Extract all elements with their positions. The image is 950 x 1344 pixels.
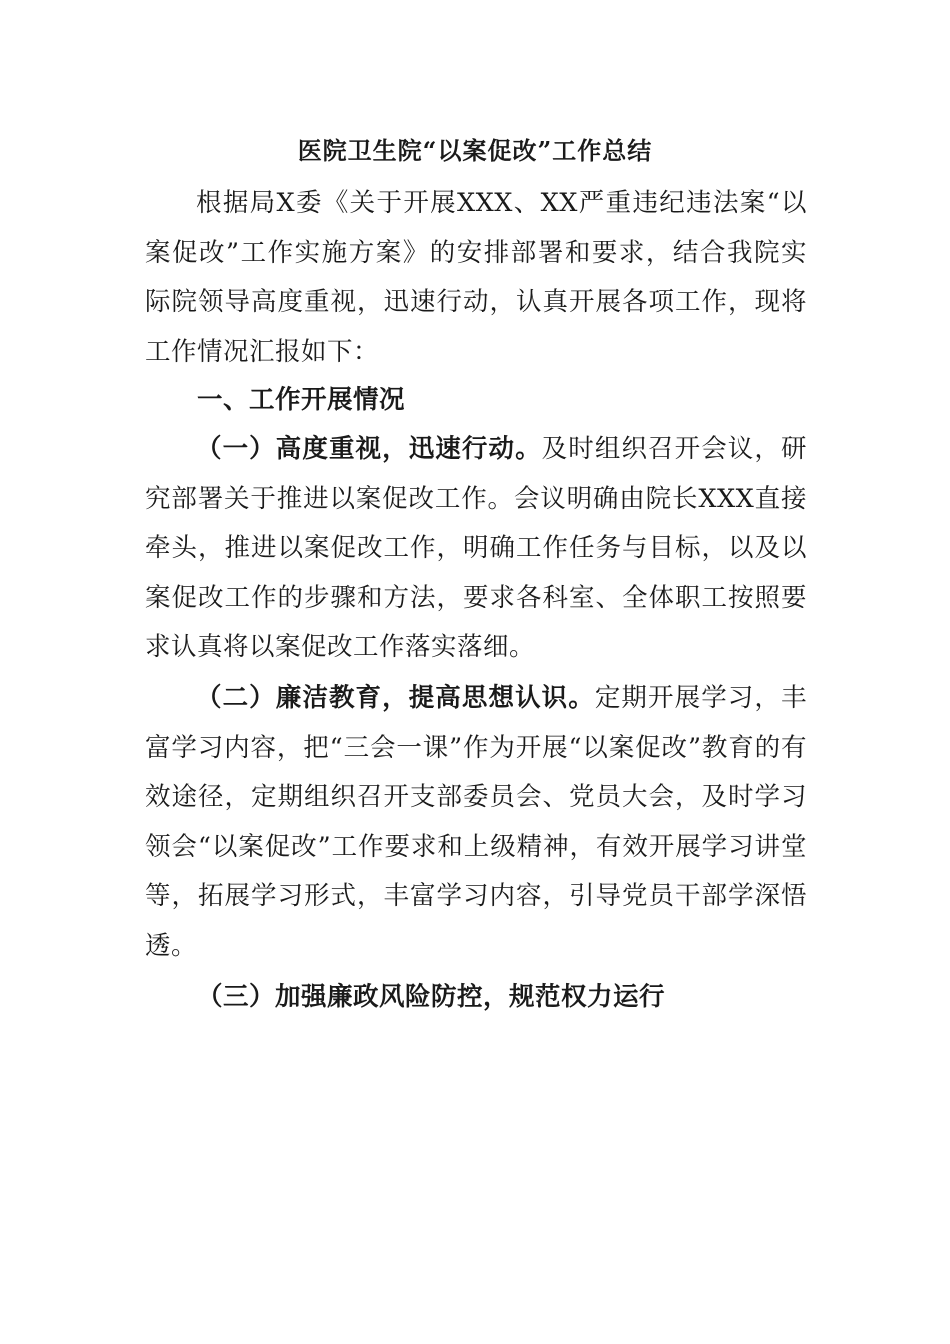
item-1-paragraph [145, 425, 807, 673]
section-heading-work-status: 一、工作开展情况 [197, 385, 406, 415]
item-2-paragraph [145, 674, 807, 972]
item-3-heading: （三）加强廉政风险防控，规范权力运行 [197, 982, 666, 1012]
item-1-lead: （一）高度重视，迅速行动。 [196, 434, 542, 464]
document-title: 医院卫生院“以案促改”工作总结 [297, 136, 653, 165]
item-2-body: 定期开展学习，丰富学习内容，把“三会一课”作为开展“以案促改”教育的有效途径，定期组织召开支部委员会、党员大会，及时学习领会“以案促改”工作要求和上级精神，有效开展学习讲堂等，拓展学习形式，丰富学习内容，引导党员干部学深悟透。 [145, 683, 807, 961]
item-1-body: 及时组织召开会议，研究部署关于推进以案促改工作。会议明确由院长XXX直接牵头，推进以案促改工作，明确工作任务与目标，以及以案促改工作的步骤和方法，要求各科室、全体职工按照要求认真将以案促改工作落实落细。 [145, 434, 807, 663]
item-2-lead: （二）廉洁教育，提高思想认识。 [196, 683, 595, 713]
intro-paragraph: 根据局X委《关于开展XXX、XX严重违纪违法案“以案促改”工作实施方案》的安排部署和要求，结合我院实际院领导高度重视，迅速行动，认真开展各项工作，现将工作情况汇报如下： [145, 188, 807, 367]
